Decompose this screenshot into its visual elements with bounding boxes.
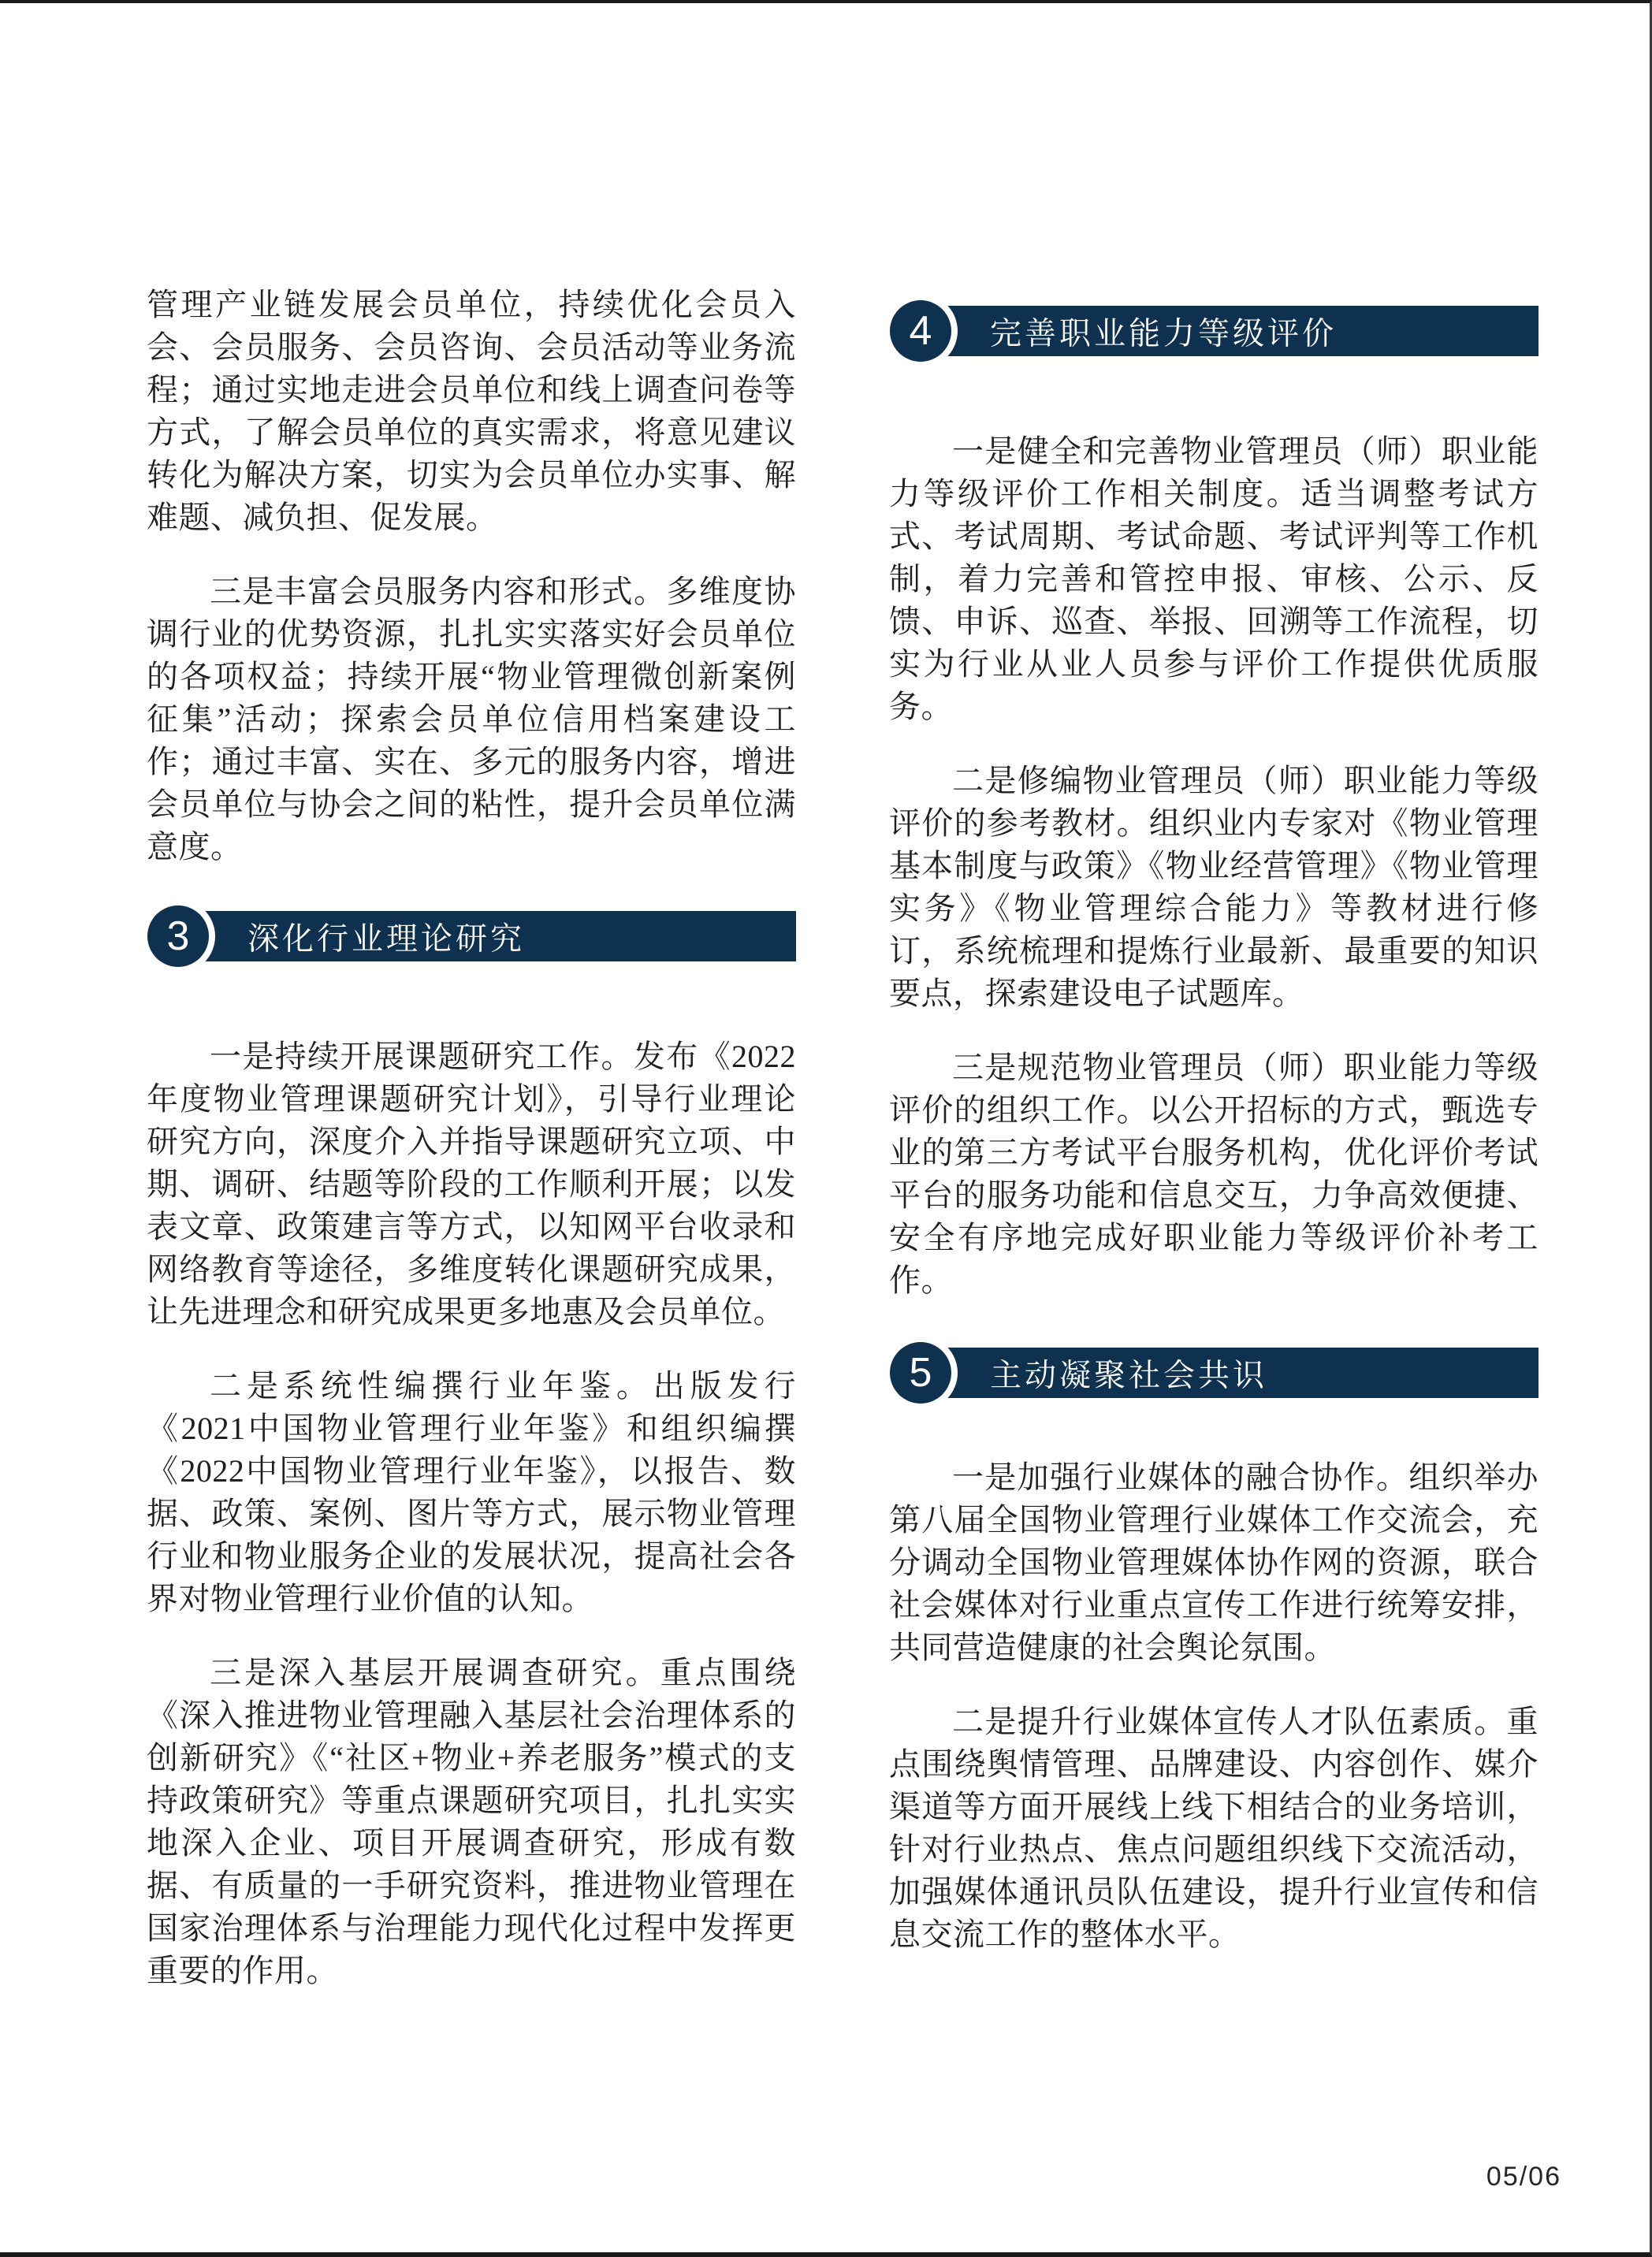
paragraph-research-plan: 一是持续开展课题研究工作。发布《2022年度物业管理课题研究计划》，引导行业理论研究方向，深度介入并指导课题研究立项、中期、调研、结题等阶段的工作顺利开展；以发表文章、政策建言等方式，以知网平台收录和网络教育等途径，多维度转化课题研究成果，让先进理念和研究成果更多地惠及会员单位。 — [147, 1039, 796, 1329]
section-4-number-badge — [890, 300, 951, 362]
paragraph-evaluation-organization: 三是规范物业管理员（师）职业能力等级评价的组织工作。以公开招标的方式，甄选专业的第三方考试平台服务机构，优化评价考试平台的服务功能和信息交互，力争高效便捷、安全有序地完成好职业能力等级评价补考工作。 — [889, 1050, 1539, 1298]
right-column — [889, 284, 1539, 2024]
section-header-5 — [889, 1337, 1539, 1409]
section-3-title: 深化行业理论研究 — [247, 921, 525, 957]
paragraph-grassroots-research: 三是深入基层开展调查研究。重点围绕《深入推进物业管理融入基层社会治理体系的创新研究》《“社区+物业+养老服务”模式的支持政策研究》等重点课题研究项目，扎扎实实地深入企业、项目开展调查研究，形成有数据、有质量的一手研究资料，推进物业管理在国家治理体系与治理能力现代化过程中发挥更重要的作用。 — [147, 1655, 796, 1988]
paragraph-evaluation-system: 一是健全和完善物业管理员（师）职业能力等级评价工作相关制度。适当调整考试方式、考试周期、考试命题、考试评判等工作机制，着力完善和管控申报、审核、公示、反馈、申诉、巡查、举报、回溯等工作流程，切实为行业从业人员参与评价工作提供优质服务。 — [889, 433, 1539, 724]
section-5-title: 主动凝聚社会共识 — [990, 1358, 1267, 1393]
paragraph-continuation: 管理产业链发展会员单位，持续优化会员入会、会员服务、会员咨询、会员活动等业务流程；通过实地走进会员单位和线上调查问卷等方式，了解会员单位的真实需求，将意见建议转化为解决方案，切实为会员单位办实事、解难题、减负担、促发展。 — [147, 287, 796, 535]
paragraph-media-collaboration: 一是加强行业媒体的融合协作。组织举办第八届全国物业管理行业媒体工作交流会，充分调动全国物业管理媒体协作网的资源，联合社会媒体对行业重点宣传工作进行统筹安排，共同营造健康的社会舆论氛围。 — [889, 1459, 1539, 1665]
left-column — [147, 284, 796, 2024]
page-number: 05/06 — [1486, 2162, 1561, 2192]
section-4-number: 4 — [909, 308, 932, 354]
section-header-3 — [147, 900, 796, 972]
paragraph-media-talent: 二是提升行业媒体宣传人才队伍素质。重点围绕舆情管理、品牌建设、内容创作、媒介渠道等方面开展线上线下相结合的业务培训，针对行业热点、焦点问题组织线下交流活动，加强媒体通讯员队伍建设，提升行业宣传和信息交流工作的整体水平。 — [889, 1704, 1539, 1952]
section-5-number-badge — [890, 1342, 951, 1404]
paragraph-member-services: 三是丰富会员服务内容和形式。多维度协调行业的优势资源，扎扎实实落实好会员单位的各项权益；持续开展“物业管理微创新案例征集”活动；探索会员单位信用档案建设工作；通过丰富、实在、多元的服务内容，增进会员单位与协会之间的粘性，提升会员单位满意度。 — [147, 574, 796, 865]
section-3-number-badge — [147, 905, 209, 967]
section-3-number: 3 — [166, 913, 190, 959]
paragraph-yearbook: 二是系统性编撰行业年鉴。出版发行《2021中国物业管理行业年鉴》和组织编撰《2022中国物业管理行业年鉴》，以报告、数据、政策、案例、图片等方式，展示物业管理行业和物业服务企业的发展状况，提高社会各界对物业管理行业价值的认知。 — [147, 1368, 796, 1616]
section-header-4 — [889, 295, 1539, 367]
page-body — [0, 3, 1650, 2024]
section-5-number: 5 — [909, 1350, 932, 1396]
paragraph-evaluation-textbooks: 二是修编物业管理员（师）职业能力等级评价的参考教材。组织业内专家对《物业管理基本制度与政策》《物业经营管理》《物业管理实务》《物业管理综合能力》等教材进行修订，系统梳理和提炼行业最新、最重要的知识要点，探索建设电子试题库。 — [889, 763, 1539, 1011]
section-4-title: 完善职业能力等级评价 — [990, 316, 1337, 351]
